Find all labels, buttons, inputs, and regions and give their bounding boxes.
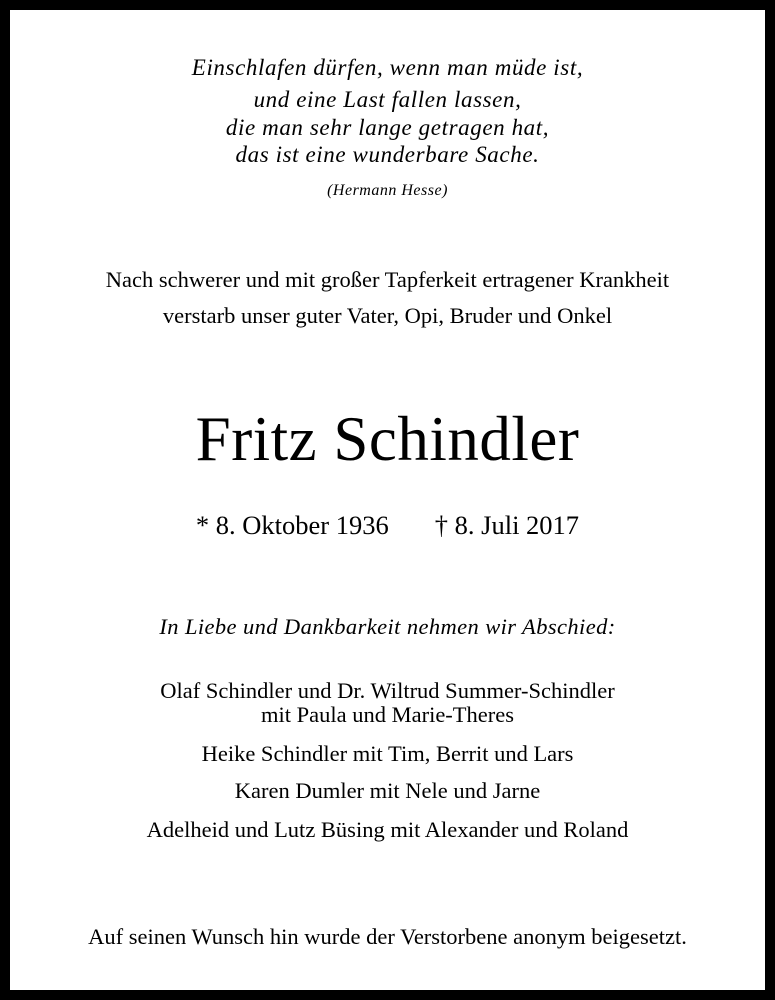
poem-author: (Hermann Hesse) xyxy=(327,182,448,199)
intro-line: Nach schwerer und mit großer Tapferkeit ertragener Krankheit xyxy=(105,267,670,292)
mourner-line: Olaf Schindler und Dr. Wiltrud Summer-Schindler xyxy=(160,678,615,703)
farewell-text: In Liebe und Dankbarkeit nehmen wir Abschied: xyxy=(159,614,616,639)
closing-note: Auf seinen Wunsch hin wurde der Verstorbene anonym beigesetzt. xyxy=(88,924,687,949)
mourner-line: mit Paula und Marie-Theres xyxy=(260,702,515,727)
mourner-line: Heike Schindler mit Tim, Berrit und Lars xyxy=(201,741,574,766)
death-date: † 8. Juli 2017 xyxy=(434,510,580,540)
poem-line: und eine Last fallen lassen, xyxy=(253,87,522,112)
poem-line: das ist eine wunderbare Sache. xyxy=(235,142,540,167)
life-dates xyxy=(20,512,755,539)
birth-date: * 8. Oktober 1936 xyxy=(195,510,389,540)
poem-line: Einschlafen dürfen, wenn man müde ist, xyxy=(191,55,584,80)
poem-line: die man sehr lange getragen hat, xyxy=(225,115,550,140)
deceased-name: Fritz Schindler xyxy=(195,404,580,474)
mourner-line: Adelheid und Lutz Büsing mit Alexander und Roland xyxy=(146,817,629,842)
mourner-line: Karen Dumler mit Nele und Jarne xyxy=(234,778,541,803)
intro-line: verstarb unser guter Vater, Opi, Bruder und Onkel xyxy=(162,303,613,328)
